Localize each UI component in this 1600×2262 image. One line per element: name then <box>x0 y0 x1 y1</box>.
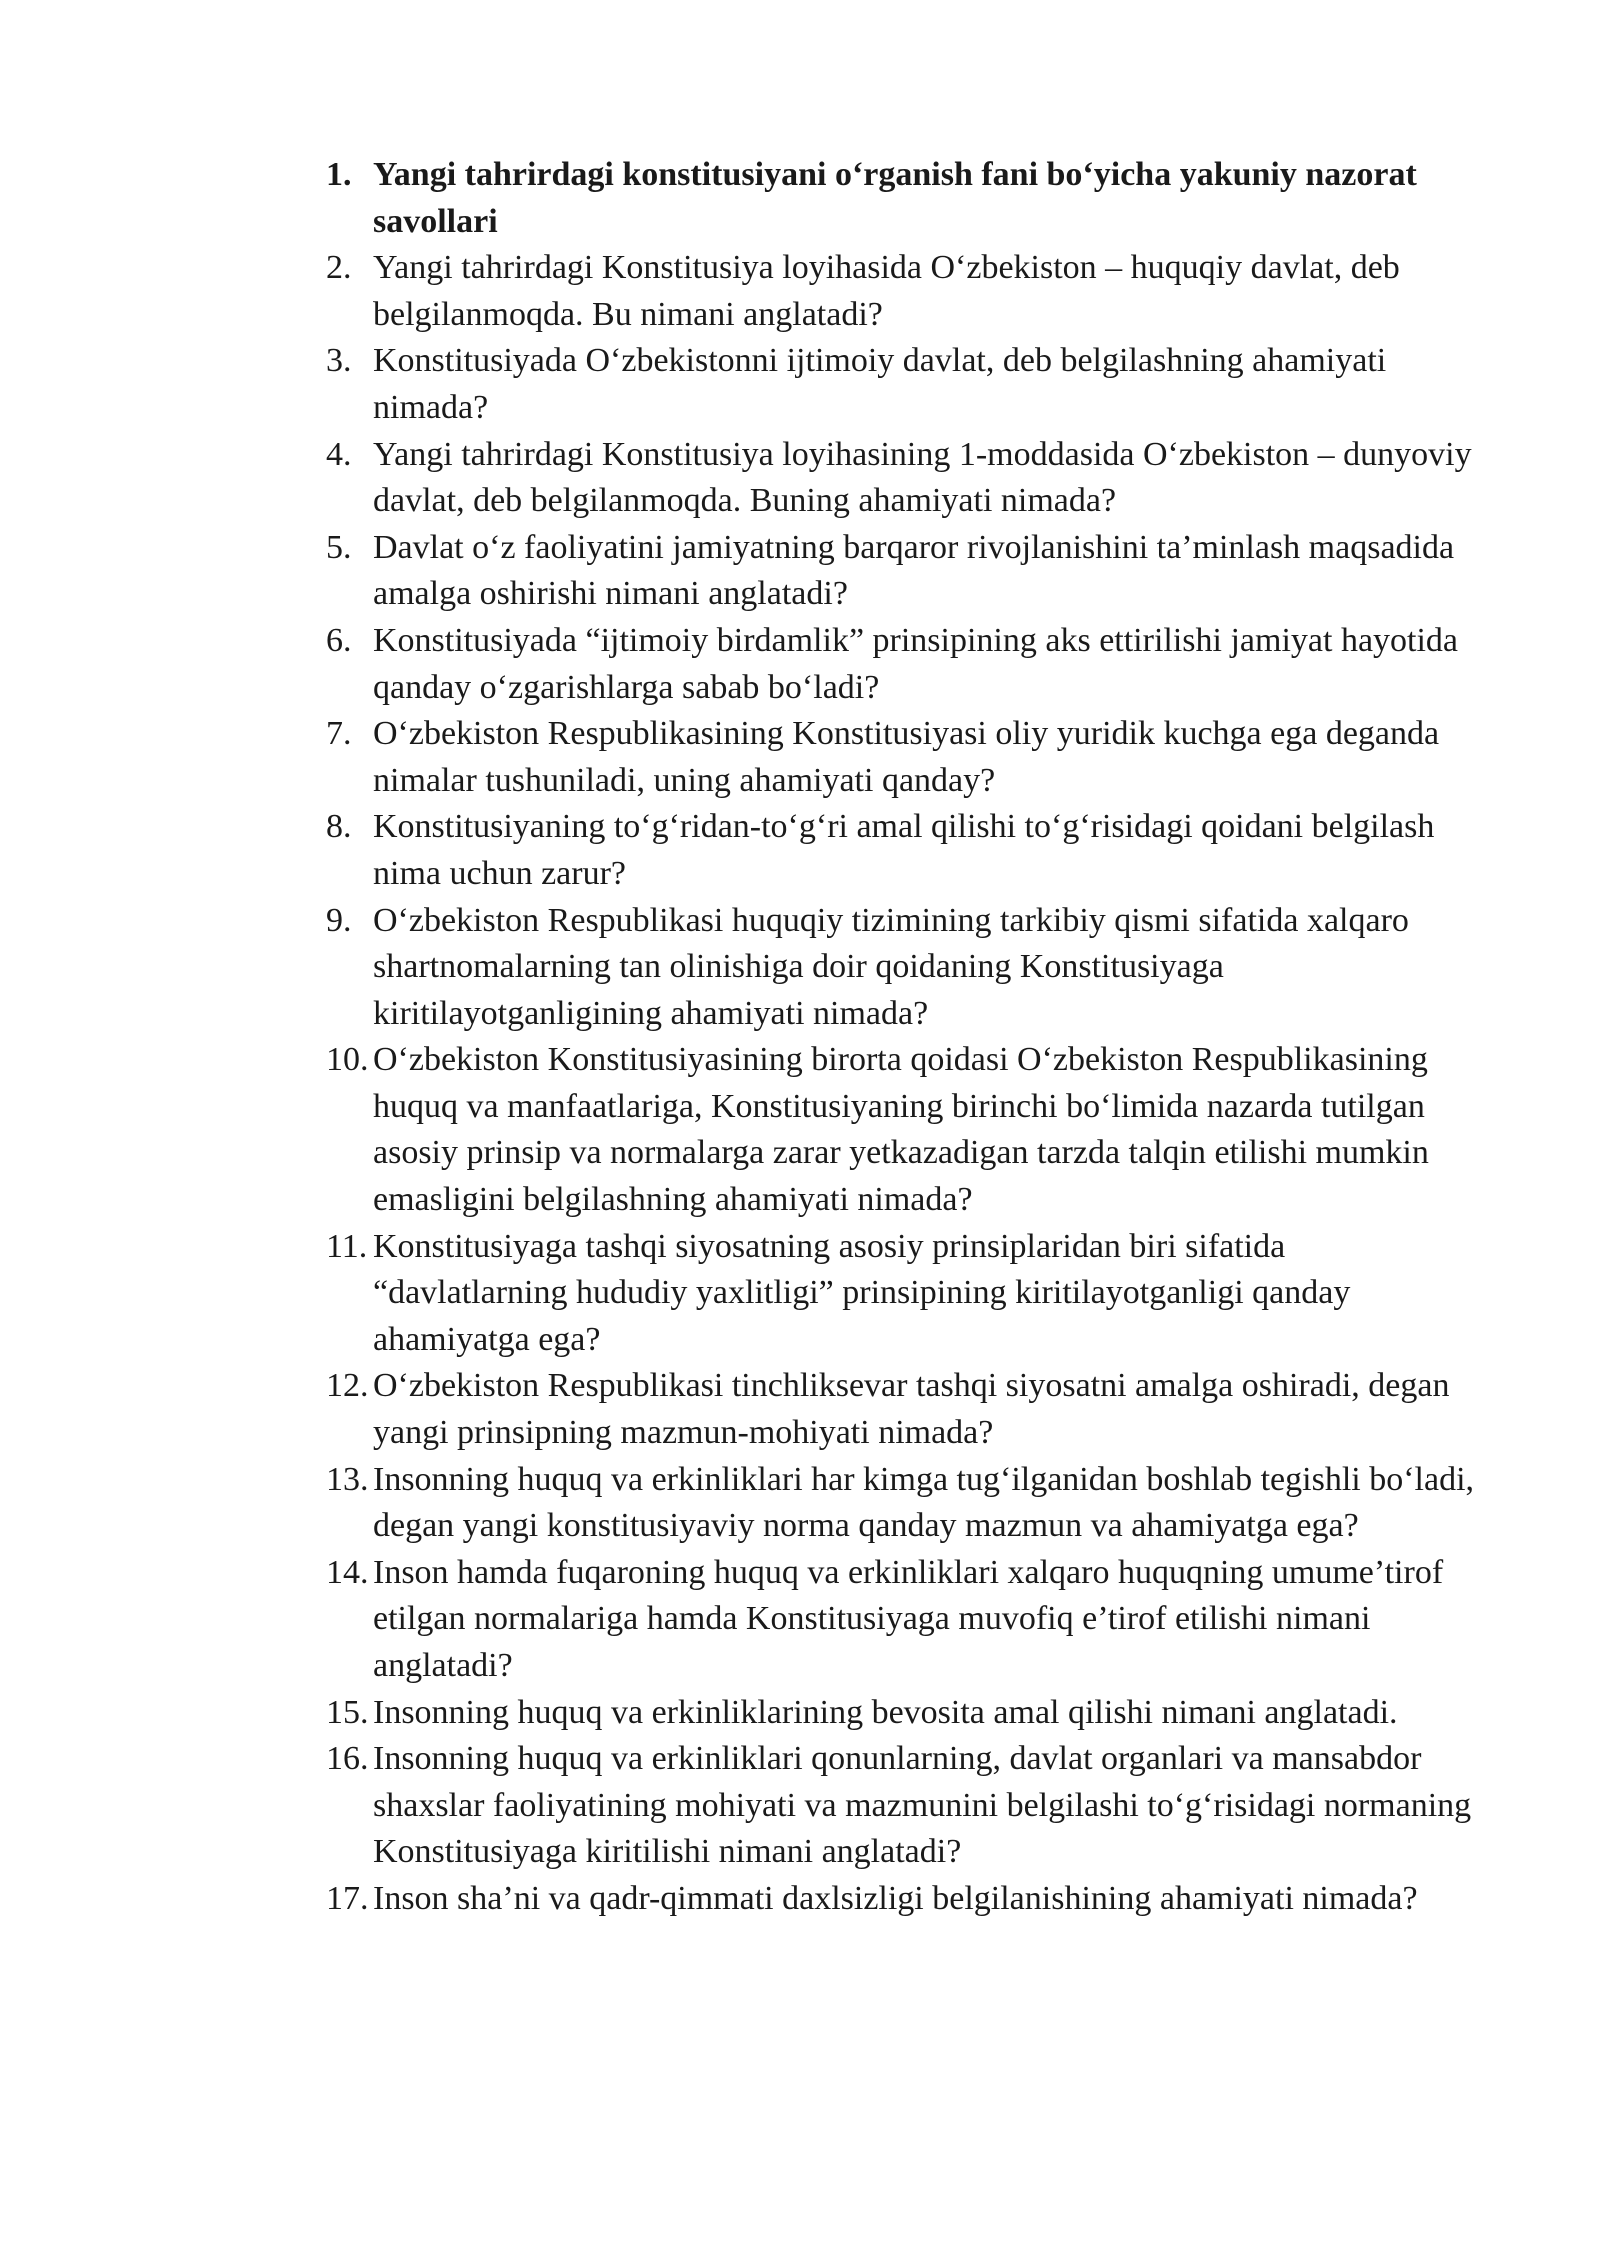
question-item-3 <box>326 338 1486 431</box>
question-text-8: Konstitusiyaning to‘g‘ridan-to‘g‘ri amal qilishi to‘g‘risidagi qoidani belgilash nima uchun zarur? <box>373 808 1435 892</box>
question-number-8: 8. <box>326 808 352 846</box>
question-item-15 <box>326 1690 1486 1737</box>
question-number-7: 7. <box>326 715 352 753</box>
question-item-16 <box>326 1736 1486 1876</box>
question-text-14: Inson hamda fuqaroning huquq va erkinliklari xalqaro huquqning umume’tirof etilgan normalariga hamda Konstitusiyaga muvofiq e’tirof etilishi nimani anglatadi? <box>373 1553 1444 1684</box>
question-text-7: O‘zbekiston Respublikasining Konstitusiyasi oliy yuridik kuchga ega deganda nimalar tushuniladi, uning ahamiyati qanday? <box>373 715 1440 799</box>
question-item-6 <box>326 618 1486 711</box>
question-item-14 <box>326 1550 1486 1690</box>
question-text-2: Yangi tahrirdagi Konstitusiya loyihasida O‘zbekiston – huquqiy davlat, deb belgilanmoqda. Bu nimani anglatadi? <box>373 249 1400 333</box>
question-number-5: 5. <box>326 528 352 566</box>
question-number-13: 13. <box>326 1460 369 1498</box>
question-item-9 <box>326 898 1486 1038</box>
question-number-3: 3. <box>326 342 352 380</box>
question-text-9: O‘zbekiston Respublikasi huquqiy tizimining tarkibiy qismi sifatida xalqaro shartnomalarning tan olinishiga doir qoidaning Konstitusiyaga kiritilayotganligining ahamiyati nimada? <box>373 901 1409 1032</box>
question-item-5 <box>326 525 1486 618</box>
question-text-15: Insonning huquq va erkinliklarining bevosita amal qilishi nimani anglatadi. <box>373 1693 1398 1731</box>
question-number-9: 9. <box>326 901 352 939</box>
question-text-10: O‘zbekiston Konstitusiyasining birorta qoidasi O‘zbekiston Respublikasining huquq va manfaatlariga, Konstitusiyaning birinchi bo‘limida nazarda tutilgan asosiy prinsip va normalarga zarar yetkazadigan tarzda talqin etilishi mumkin emasligini belgilashning ahamiyati nimada? <box>373 1041 1429 1219</box>
question-item-10 <box>326 1037 1486 1223</box>
question-text-16: Insonning huquq va erkinliklari qonunlarning, davlat organlari va mansabdor shaxslar faoliyatining mohiyati va mazmunini belgilashi to‘g‘risidagi normaning Konstitusiyaga kiritilishi nimani anglatadi? <box>373 1740 1472 1871</box>
question-list <box>326 152 1486 1923</box>
question-item-4 <box>326 432 1486 525</box>
question-item-11 <box>326 1224 1486 1364</box>
question-item-12 <box>326 1363 1486 1456</box>
question-item-8 <box>326 804 1486 897</box>
question-text-17: Inson sha’ni va qadr-qimmati daxlsizligi belgilanishining ahamiyati nimada? <box>373 1879 1418 1917</box>
question-text-12: O‘zbekiston Respublikasi tinchliksevar tashqi siyosatni amalga oshiradi, degan yangi prinsipning mazmun-mohiyati nimada? <box>373 1367 1450 1452</box>
question-number-6: 6. <box>326 621 352 659</box>
question-number-4: 4. <box>326 435 352 473</box>
question-number-10: 10. <box>326 1041 369 1079</box>
question-item-7 <box>326 711 1486 804</box>
question-item-13 <box>326 1457 1486 1550</box>
question-number-12: 12. <box>326 1367 369 1405</box>
question-text-6: Konstitusiyada “ijtimoiy birdamlik” prinsipining aks ettirilishi jamiyat hayotida qanday o‘zgarishlarga sabab bo‘ladi? <box>373 621 1459 706</box>
question-number-17: 17. <box>326 1879 369 1917</box>
question-number-14: 14. <box>326 1553 369 1591</box>
question-text-5: Davlat o‘z faoliyatini jamiyatning barqaror rivojlanishini ta’minlash maqsadida amalga oshirishi nimani anglatadi? <box>373 528 1455 613</box>
question-item-17 <box>326 1876 1486 1923</box>
question-text-13: Insonning huquq va erkinliklari har kimga tug‘ilganidan boshlab tegishli bo‘ladi, degan yangi konstitusiyaviy norma qanday mazmun va ahamiyatga ega? <box>373 1460 1475 1545</box>
question-text-4: Yangi tahrirdagi Konstitusiya loyihasining 1-moddasida O‘zbekiston – dunyoviy davlat, deb belgilanmoqda. Buning ahamiyati nimada? <box>373 435 1472 520</box>
question-number-15: 15. <box>326 1693 369 1731</box>
question-item-1 <box>326 152 1486 245</box>
question-number-16: 16. <box>326 1740 369 1778</box>
question-number-2: 2. <box>326 249 352 287</box>
question-text-11: Konstitusiyaga tashqi siyosatning asosiy prinsiplaridan biri sifatida “davlatlarning hududiy yaxlitligi” prinsipining kiritilayotganligi qanday ahamiyatga ega? <box>373 1227 1351 1358</box>
question-item-2 <box>326 245 1486 338</box>
question-title: Yangi tahrirdagi konstitusiyani o‘rganish fani bo‘yicha yakuniy nazorat savollari <box>373 156 1417 240</box>
question-text-3: Konstitusiyada O‘zbekistonni ijtimoiy davlat, deb belgilashning ahamiyati nimada? <box>373 342 1387 426</box>
question-number-1: 1. <box>326 156 352 193</box>
question-number-11: 11. <box>326 1227 368 1265</box>
